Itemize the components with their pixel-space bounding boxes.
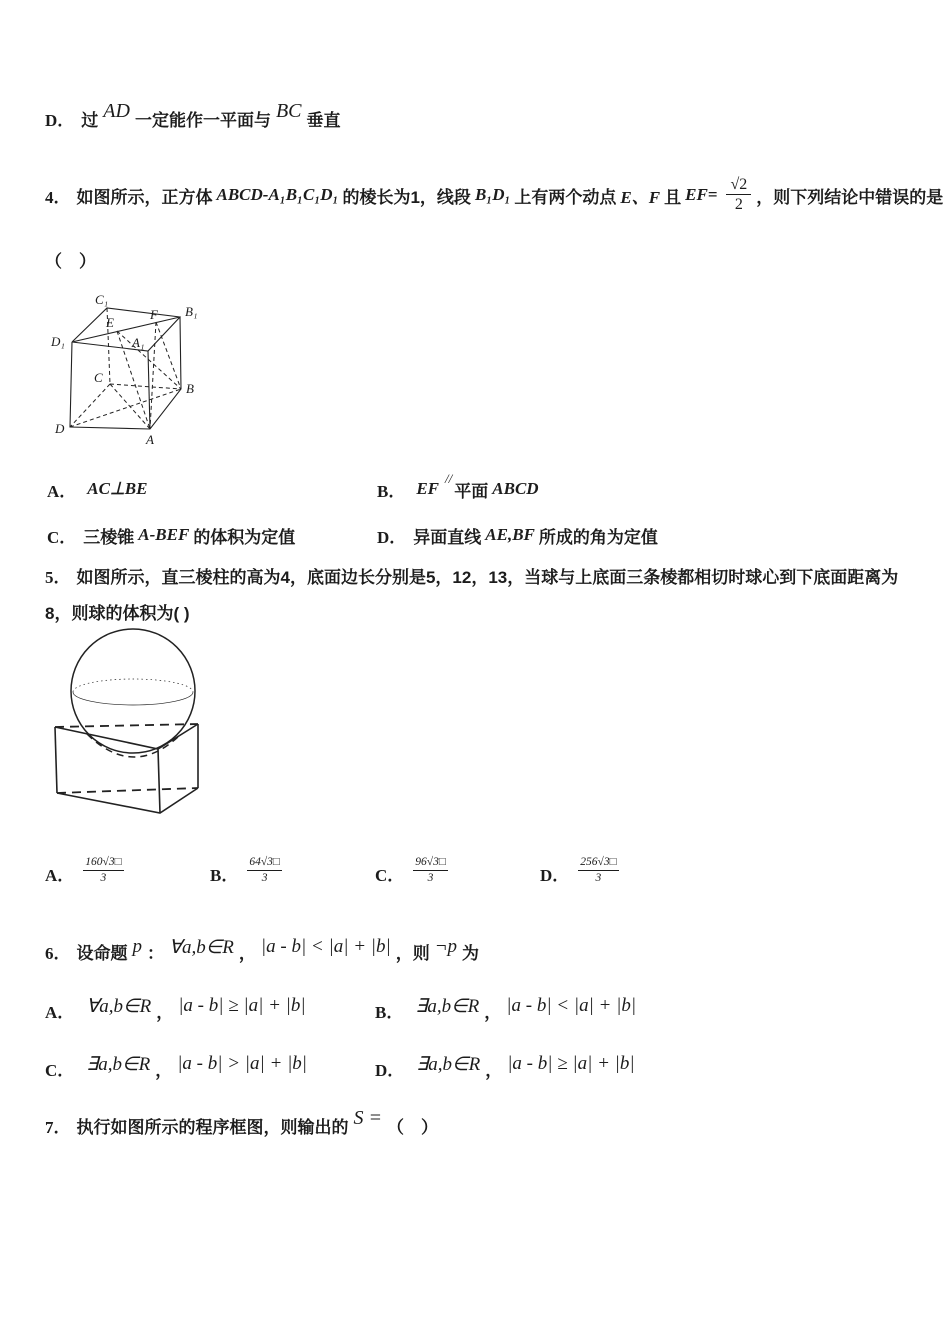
sphere-equator-back <box>73 679 193 692</box>
prev-question-option-d <box>45 100 341 136</box>
option-text: ， <box>485 1060 503 1080</box>
fraction-numerator: √2 <box>726 176 751 195</box>
fraction-denominator: 2 <box>734 196 743 213</box>
fraction-denominator: 3 <box>261 872 268 885</box>
option-text: 三棱锥 <box>83 527 135 547</box>
stem-text: 的棱长为1，线段 <box>342 187 471 207</box>
cube-label-d: D <box>55 421 65 436</box>
math-abs-expression: |a - b| ≥ |a| + |b| <box>507 1053 635 1074</box>
option-label: A． <box>45 866 75 885</box>
option-label: C． <box>47 527 77 547</box>
math-cube-name: ABCD-A₁B₁C₁D₁ <box>216 185 339 204</box>
option-text: 的体积为定值 <box>193 527 296 547</box>
paren-text: （ ） <box>45 251 96 271</box>
stem-text: ，则下列结论中错误的是 <box>756 187 944 207</box>
q5-option-d <box>540 843 619 887</box>
question-number: 4． <box>45 187 71 207</box>
math-ef-eq: EF= <box>685 185 718 204</box>
math-abs-expression: |a - b| ≥ |a| + |b| <box>178 995 306 1016</box>
option-label: A． <box>45 1002 75 1022</box>
stem-text: ， <box>238 943 256 963</box>
math-ef-points: E、F <box>620 187 661 207</box>
option-fraction <box>578 855 618 887</box>
cube-label-f: F <box>150 307 158 322</box>
option-label: C． <box>375 866 405 885</box>
math-quantifier: ∀a,b∈R <box>86 995 152 1017</box>
option-math: EF <box>416 479 440 498</box>
cube-label-b1: B₁ <box>185 304 198 319</box>
option-label: B． <box>377 481 406 501</box>
math-ad: AD <box>103 99 130 122</box>
option-label: A． <box>47 481 77 501</box>
fraction-denominator: 3 <box>595 872 602 885</box>
prism-top-back-edge <box>55 724 198 727</box>
stem-text: 如图所示，正方体 <box>76 187 213 207</box>
math-quantifier: ∃a,b∈R <box>415 995 480 1017</box>
sphere-outline <box>71 629 195 753</box>
cube-label-a1: A₁ <box>132 335 145 350</box>
prism-sphere-figure <box>38 626 242 826</box>
option-text: ， <box>156 1002 174 1022</box>
math-forall: ∀a,b∈R <box>169 936 234 958</box>
math-b1d1: B₁D₁ <box>474 185 511 204</box>
option-math: A-BEF <box>138 525 190 544</box>
stem-text: 执行如图所示的程序框图，则输出的 <box>76 1117 349 1137</box>
option-label: D． <box>377 527 407 547</box>
cube-figure <box>50 285 210 450</box>
prism-bottom-back-edge <box>57 788 198 793</box>
stem-text: 设命题 <box>76 943 128 963</box>
stem-text: 如图所示，直三棱柱的高为4，底面边长分别是5，12，13，当球与上底面三条棱都相切时球心到下底面距离为 <box>76 567 899 587</box>
cube-label-e: E <box>106 315 114 330</box>
option-text: ， <box>155 1060 173 1080</box>
math-bc: BC <box>275 99 302 122</box>
option-label: C． <box>45 1060 75 1080</box>
q6-option-c <box>45 1046 312 1090</box>
option-text: 所成的角为定值 <box>538 527 658 547</box>
question-number: 6． <box>45 943 71 963</box>
option-text: 过 <box>81 110 99 130</box>
option-text: 一定能作一平面与 <box>134 110 271 130</box>
math-p: p <box>132 936 142 957</box>
question-6-stem <box>45 928 479 974</box>
q4-option-a <box>47 474 151 504</box>
prism-front-edge <box>158 749 160 813</box>
cube-solid-edges <box>70 308 181 429</box>
option-text: 垂直 <box>306 110 341 130</box>
stem-text: 则 <box>412 943 430 963</box>
question-number: 5． <box>45 567 71 587</box>
option-fraction <box>247 855 282 887</box>
q5-option-a <box>45 843 124 887</box>
question-4-stem <box>45 164 943 226</box>
option-math: AE,BF <box>485 525 535 544</box>
cube-label-c: C <box>94 370 103 385</box>
option-math: AC⊥BE <box>87 479 148 498</box>
stem-text: 上有两个动点 <box>514 187 617 207</box>
parallel-superscript: // <box>445 471 453 486</box>
paren-text: （ ） <box>387 1117 438 1137</box>
option-label: D． <box>375 1060 405 1080</box>
option-label: D． <box>540 866 570 885</box>
math-abs-expression: |a - b| > |a| + |b| <box>177 1053 308 1074</box>
option-math: ABCD <box>492 479 539 498</box>
q4-option-c <box>47 520 295 550</box>
math-s-equals: S = <box>353 1106 382 1129</box>
stem-text: 为 <box>462 943 480 963</box>
cube-label-c1: C₁ <box>95 292 109 307</box>
fraction-denominator: 3 <box>427 872 434 885</box>
question-5-stem-line1 <box>45 562 898 588</box>
q4-option-b <box>377 471 543 504</box>
option-label: B． <box>210 866 239 885</box>
stem-text: 8，则球的体积为( ) <box>45 603 190 623</box>
stem-text: 且 <box>664 187 682 207</box>
prism-left-edge <box>55 727 57 793</box>
math-abs-expression: |a - b| < |a| + |b| <box>260 936 391 957</box>
cube-label-a: A <box>146 432 154 447</box>
question-4-answer-paren <box>45 245 96 273</box>
question-7-stem <box>45 1103 438 1147</box>
question-5-stem-line2 <box>45 598 190 624</box>
q6-option-a <box>45 988 311 1032</box>
option-text: ， <box>484 1002 502 1022</box>
q4-option-d <box>377 520 658 550</box>
question-number: 7． <box>45 1117 71 1137</box>
math-quantifier: ∃a,b∈R <box>416 1053 481 1075</box>
sphere-equator-front <box>73 692 193 705</box>
q5-option-c <box>375 843 448 887</box>
option-fraction <box>83 855 123 887</box>
option-text: 异面直线 <box>413 527 482 547</box>
fraction-sqrt2-over-2 <box>726 176 751 215</box>
q6-option-d <box>375 1046 640 1090</box>
math-abs-expression: |a - b| < |a| + |b| <box>506 995 637 1016</box>
prism-top-front-edges <box>55 724 198 749</box>
stem-text: ： <box>147 943 164 963</box>
stem-text: ， <box>395 943 413 963</box>
option-text: 平面 <box>454 481 489 501</box>
math-quantifier: ∃a,b∈R <box>86 1053 151 1075</box>
option-label: B． <box>375 1002 404 1022</box>
fraction-numerator: 160√3□ <box>83 855 123 872</box>
q5-option-b <box>210 843 282 887</box>
cube-label-d1: D₁ <box>51 334 65 349</box>
q6-option-b <box>375 988 641 1032</box>
cube-label-b: B <box>186 381 194 396</box>
math-not-p: ¬p <box>434 936 458 957</box>
option-fraction <box>413 855 448 887</box>
option-label: D． <box>45 110 75 130</box>
fraction-denominator: 3 <box>100 872 107 885</box>
fraction-numerator: 256√3□ <box>578 855 618 872</box>
fraction-numerator: 64√3□ <box>247 855 282 872</box>
fraction-numerator: 96√3□ <box>413 855 448 872</box>
